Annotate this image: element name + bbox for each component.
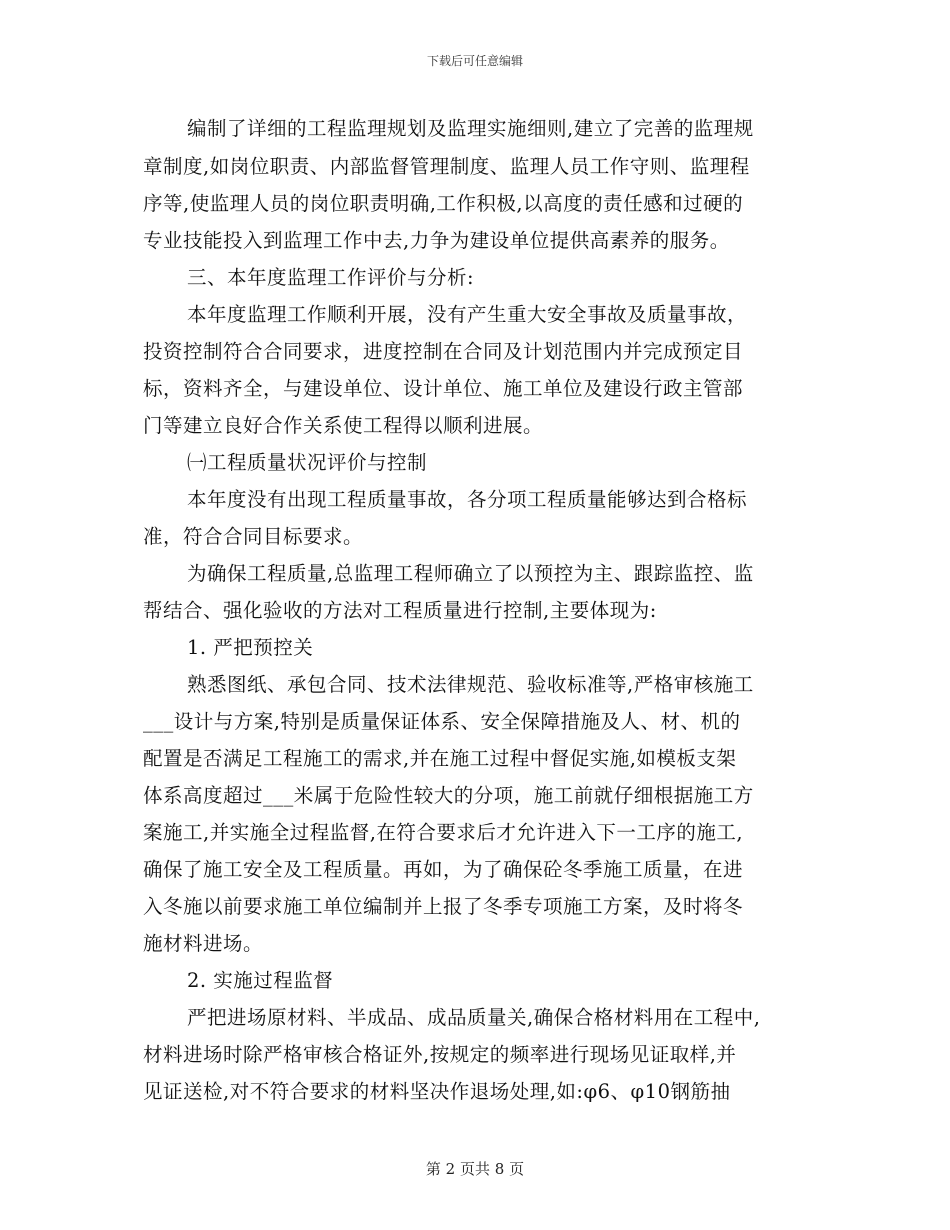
paragraph-line: 本年度没有出现工程质量事故，各分项工程质量能够达到合格标 [187,488,748,511]
paragraph-line: 施材料进场。 [143,932,264,955]
paragraph-line: 章制度,如岗位职责、内部监督管理制度、监理人员工作守则、监理程 [143,155,750,178]
paragraph-line: 配置是否满足工程施工的需求,并在施工过程中督促实施,如模板支架 [143,747,737,770]
paragraph-line: 确保了施工安全及工程质量。再如，为了确保砼冬季施工质量，在进 [143,858,744,881]
paragraph-line: 本年度监理工作顺利开展，没有产生重大安全事故及质量事故， [187,303,748,326]
paragraph-line: ___设计与方案,特别是质量保证体系、安全保障措施及人、材、机的 [143,710,741,733]
paragraph-line: 体系高度超过___米属于危险性较大的分项，施工前就仔细根据施工方 [143,784,754,807]
paragraph-line: 专业技能投入到监理工作中去,力争为建设单位提供高素养的服务。 [143,229,730,252]
numbered-heading: 2. 实施过程监督 [187,969,334,992]
page-footer: 第 2 页共 8 页 [425,1160,525,1178]
paragraph-line: 标，资料齐全，与建设单位、设计单位、施工单位及建设行政主管部 [143,377,744,400]
paragraph-line: 准，符合合同目标要求。 [143,525,364,548]
paragraph-line: 门等建立良好合作关系使工程得以顺利进展。 [143,414,544,437]
subsection-heading: ㈠工程质量状况评价与控制 [187,451,428,474]
paragraph-line: 材料进场时除严格审核合格证外,按规定的频率进行现场见证取样,并 [143,1043,737,1066]
paragraph-line: 案施工,并实施全过程监督,在符合要求后才允许进入下一工序的施工, [143,821,744,844]
page-header: 下载后可任意编辑 [426,54,523,68]
numbered-heading: 1. 严把预控关 [187,636,314,659]
paragraph-line: 入冬施以前要求施工单位编制并上报了冬季专项施工方案，及时将冬 [143,895,744,918]
paragraph-line: 帮结合、强化验收的方法对工程质量进行控制,主要体现为: [143,599,657,622]
paragraph-line: 严把进场原材料、半成品、成品质量关,确保合格材料用在工程中, [187,1006,761,1029]
section-heading: 三、本年度监理工作评价与分析: [187,266,475,289]
paragraph-line: 序等,使监理人员的岗位职责明确,工作积极,以高度的责任感和过硬的 [143,192,744,215]
paragraph-line: 投资控制符合合同要求，进度控制在合同及计划范围内并完成预定目 [143,340,744,363]
paragraph-line: 编制了详细的工程监理规划及监理实施细则,建立了完善的监理规 [187,117,754,140]
paragraph-line: 为确保工程质量,总监理工程师确立了以预控为主、跟踪监控、监 [187,562,754,585]
paragraph-line: 熟悉图纸、承包合同、技术法律规范、验收标准等,严格审核施工 [187,673,754,696]
paragraph-line: 见证送检,对不符合要求的材料坚决作退场处理,如:φ6、φ10钢筋抽 [143,1080,731,1103]
